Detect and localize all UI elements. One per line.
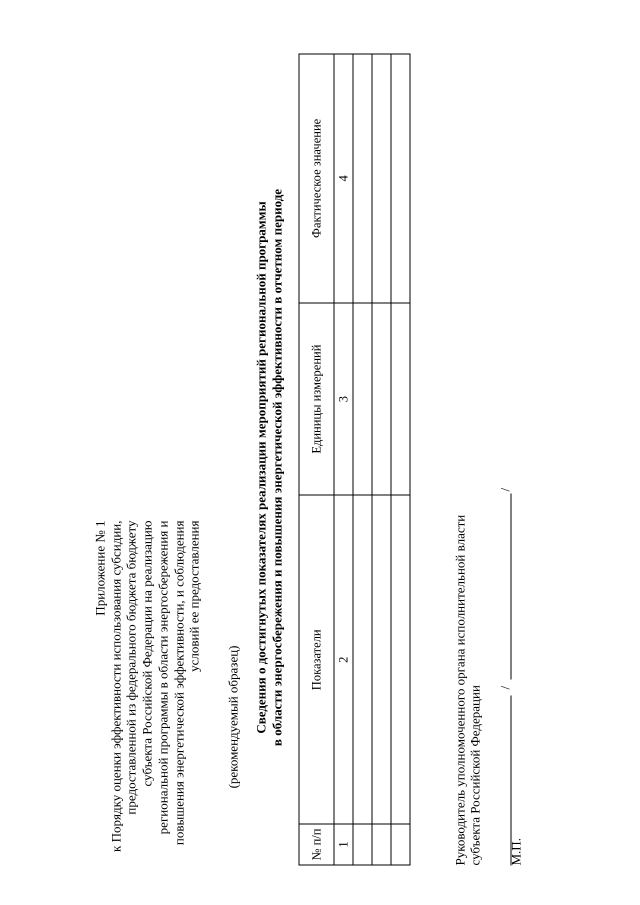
- appendix-line: Приложение № 1: [92, 520, 107, 616]
- sample-note: (рекомендуемый образец): [225, 645, 240, 788]
- name-underline: [510, 493, 511, 679]
- table-header-row: [299, 54, 334, 865]
- signer-line-2: субъекта Российской Федерации: [467, 684, 482, 865]
- table-cell: [391, 54, 410, 303]
- appendix-line: субъекта Российской Федерации на реализацию: [139, 520, 155, 786]
- column-index: 4: [334, 54, 353, 303]
- table-cell: [391, 495, 410, 824]
- header-number: № п/п: [299, 824, 334, 865]
- appendix-header: [92, 520, 202, 851]
- table-cell: [391, 302, 410, 495]
- column-index: 2: [334, 495, 353, 824]
- title-line-1: Сведения о достигнутых показателях реализации мероприятий региональной программы: [253, 200, 268, 734]
- column-index: 1: [334, 824, 353, 865]
- table-cell: [391, 824, 410, 865]
- table-row: [372, 54, 391, 865]
- column-index: 3: [334, 302, 353, 495]
- column-index-row: [334, 54, 353, 865]
- header-actual-value: Фактическое значение: [299, 54, 334, 303]
- table-cell: [353, 54, 372, 303]
- appendix-line: предоставленной из федерального бюджета бюджету: [123, 520, 139, 815]
- signer-line-1: Руководитель уполномоченного органа исполнительной власти: [452, 514, 467, 865]
- signature-line: [497, 475, 511, 865]
- table-cell: [372, 495, 391, 824]
- table-cell: [372, 54, 391, 303]
- table-cell: [353, 302, 372, 495]
- indicators-table: [298, 53, 410, 865]
- table-cell: [372, 302, 391, 495]
- table-row: [353, 54, 372, 865]
- table-row: [391, 54, 410, 865]
- appendix-line: повышения энергетической эффективности, и соблюдения: [170, 520, 186, 845]
- table-cell: [353, 824, 372, 865]
- header-units: Единицы измерений: [299, 302, 334, 495]
- appendix-line: к Порядку оценки эффективности использования субсидии,: [107, 520, 123, 852]
- stamp-placeholder: М.П.: [508, 837, 523, 865]
- signer-block: [452, 514, 482, 865]
- appendix-line: условий ее предоставления: [186, 520, 202, 672]
- document-title: [253, 157, 285, 777]
- appendix-line: региональной программы в области энергосбережения и: [154, 520, 170, 834]
- table-cell: [372, 824, 391, 865]
- header-indicators: Показатели: [299, 495, 334, 824]
- table-cell: [353, 495, 372, 824]
- signature-slash: /: [497, 487, 512, 491]
- title-line-2: в области энергосбережения и повышения энергетической эффективности в отчетном периоде: [269, 188, 284, 746]
- signature-slash: /: [497, 685, 512, 689]
